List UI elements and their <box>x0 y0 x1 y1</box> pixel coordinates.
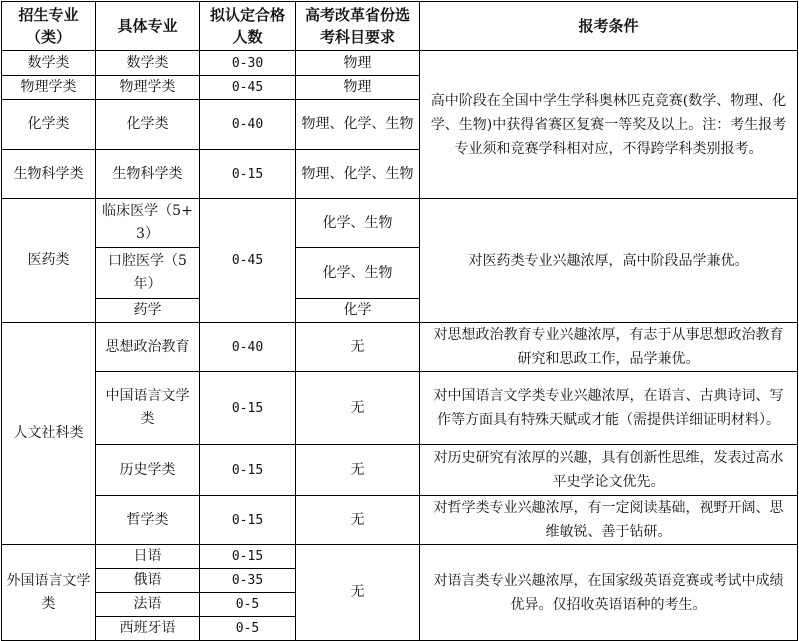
table-row-chinese <box>2 372 798 445</box>
category-cell: 化学类 <box>2 100 96 150</box>
conditions-cell-medicine: 对医药类专业兴趣浓厚，高中阶段品学兼优。 <box>420 199 798 323</box>
count-cell: 0-15 <box>200 545 296 569</box>
admission-table <box>1 1 798 641</box>
subjects-cell-languages: 无 <box>296 545 420 641</box>
category-cell: 数学类 <box>2 51 96 76</box>
table-row-philosophy <box>2 496 798 545</box>
table-row-math <box>2 51 798 76</box>
subjects-cell: 无 <box>296 323 420 372</box>
major-cell: 口腔医学（5年） <box>96 248 200 299</box>
major-cell: 思想政治教育 <box>96 323 200 372</box>
count-cell: 0-40 <box>200 323 296 372</box>
count-cell: 0-15 <box>200 445 296 496</box>
table-row-clinical <box>2 199 798 248</box>
major-cell: 物理学类 <box>96 76 200 100</box>
header-count: 拟认定合格人数 <box>200 2 296 51</box>
subjects-cell: 物理 <box>296 51 420 76</box>
table-row-history <box>2 445 798 496</box>
major-cell: 哲学类 <box>96 496 200 545</box>
subjects-cell: 物理 <box>296 76 420 100</box>
major-cell: 法语 <box>96 593 200 617</box>
header-category: 招生专业（类） <box>2 2 96 51</box>
count-cell: 0-35 <box>200 569 296 593</box>
subjects-cell: 物理、化学、生物 <box>296 100 420 150</box>
category-cell-humanities: 人文社科类 <box>2 323 96 545</box>
conditions-cell-languages: 对语言类专业兴趣浓厚，在国家级英语竞赛或考试中成绩优异。仅招收英语语种的考生。 <box>420 545 798 641</box>
table-row-politics <box>2 323 798 372</box>
subjects-cell: 化学、生物 <box>296 199 420 248</box>
subjects-cell: 物理、化学、生物 <box>296 150 420 199</box>
major-cell: 生物科学类 <box>96 150 200 199</box>
category-cell: 物理学类 <box>2 76 96 100</box>
category-cell-languages: 外国语言文学类 <box>2 545 96 641</box>
conditions-cell: 对思想政治教育专业兴趣浓厚，有志于从事思想政治教育研究和思政工作，品学兼优。 <box>420 323 798 372</box>
count-cell: 0-30 <box>200 51 296 76</box>
header-row <box>2 2 798 51</box>
subjects-cell: 化学、生物 <box>296 248 420 299</box>
count-cell: 0-15 <box>200 496 296 545</box>
major-cell: 俄语 <box>96 569 200 593</box>
header-subjects: 高考改革省份选考科目要求 <box>296 2 420 51</box>
count-cell: 0-45 <box>200 76 296 100</box>
subjects-cell: 无 <box>296 496 420 545</box>
major-cell: 临床医学（5+3） <box>96 199 200 248</box>
conditions-cell-science: 高中阶段在全国中学生学科奥林匹克竞赛(数学、物理、化学、生物)中获得省赛区复赛一等奖及以上。注：考生报考专业须和竞赛学科相对应，不得跨学科类别报考。 <box>420 51 798 199</box>
category-cell-medicine: 医药类 <box>2 199 96 323</box>
conditions-cell: 对历史研究有浓厚的兴趣，具有创新性思维，发表过高水平史学论文优先。 <box>420 445 798 496</box>
header-conditions: 报考条件 <box>420 2 798 51</box>
count-cell: 0-5 <box>200 617 296 641</box>
major-cell: 化学类 <box>96 100 200 150</box>
major-cell: 日语 <box>96 545 200 569</box>
major-cell: 药学 <box>96 299 200 323</box>
count-cell: 0-15 <box>200 150 296 199</box>
header-major: 具体专业 <box>96 2 200 51</box>
major-cell: 中国语言文学类 <box>96 372 200 445</box>
count-cell: 0-15 <box>200 372 296 445</box>
category-cell: 生物科学类 <box>2 150 96 199</box>
count-cell: 0-5 <box>200 593 296 617</box>
major-cell: 西班牙语 <box>96 617 200 641</box>
count-cell-medicine: 0-45 <box>200 199 296 323</box>
table-row-japanese <box>2 545 798 569</box>
conditions-cell: 对中国语言文学类专业兴趣浓厚，在语言、古典诗词、写作等方面具有特殊天赋或才能（需提供详细证明材料）。 <box>420 372 798 445</box>
conditions-cell: 对哲学类专业兴趣浓厚，有一定阅读基础，视野开阔、思维敏锐、善于钻研。 <box>420 496 798 545</box>
subjects-cell: 无 <box>296 445 420 496</box>
major-cell: 历史学类 <box>96 445 200 496</box>
subjects-cell: 无 <box>296 372 420 445</box>
major-cell: 数学类 <box>96 51 200 76</box>
subjects-cell: 化学 <box>296 299 420 323</box>
count-cell: 0-40 <box>200 100 296 150</box>
